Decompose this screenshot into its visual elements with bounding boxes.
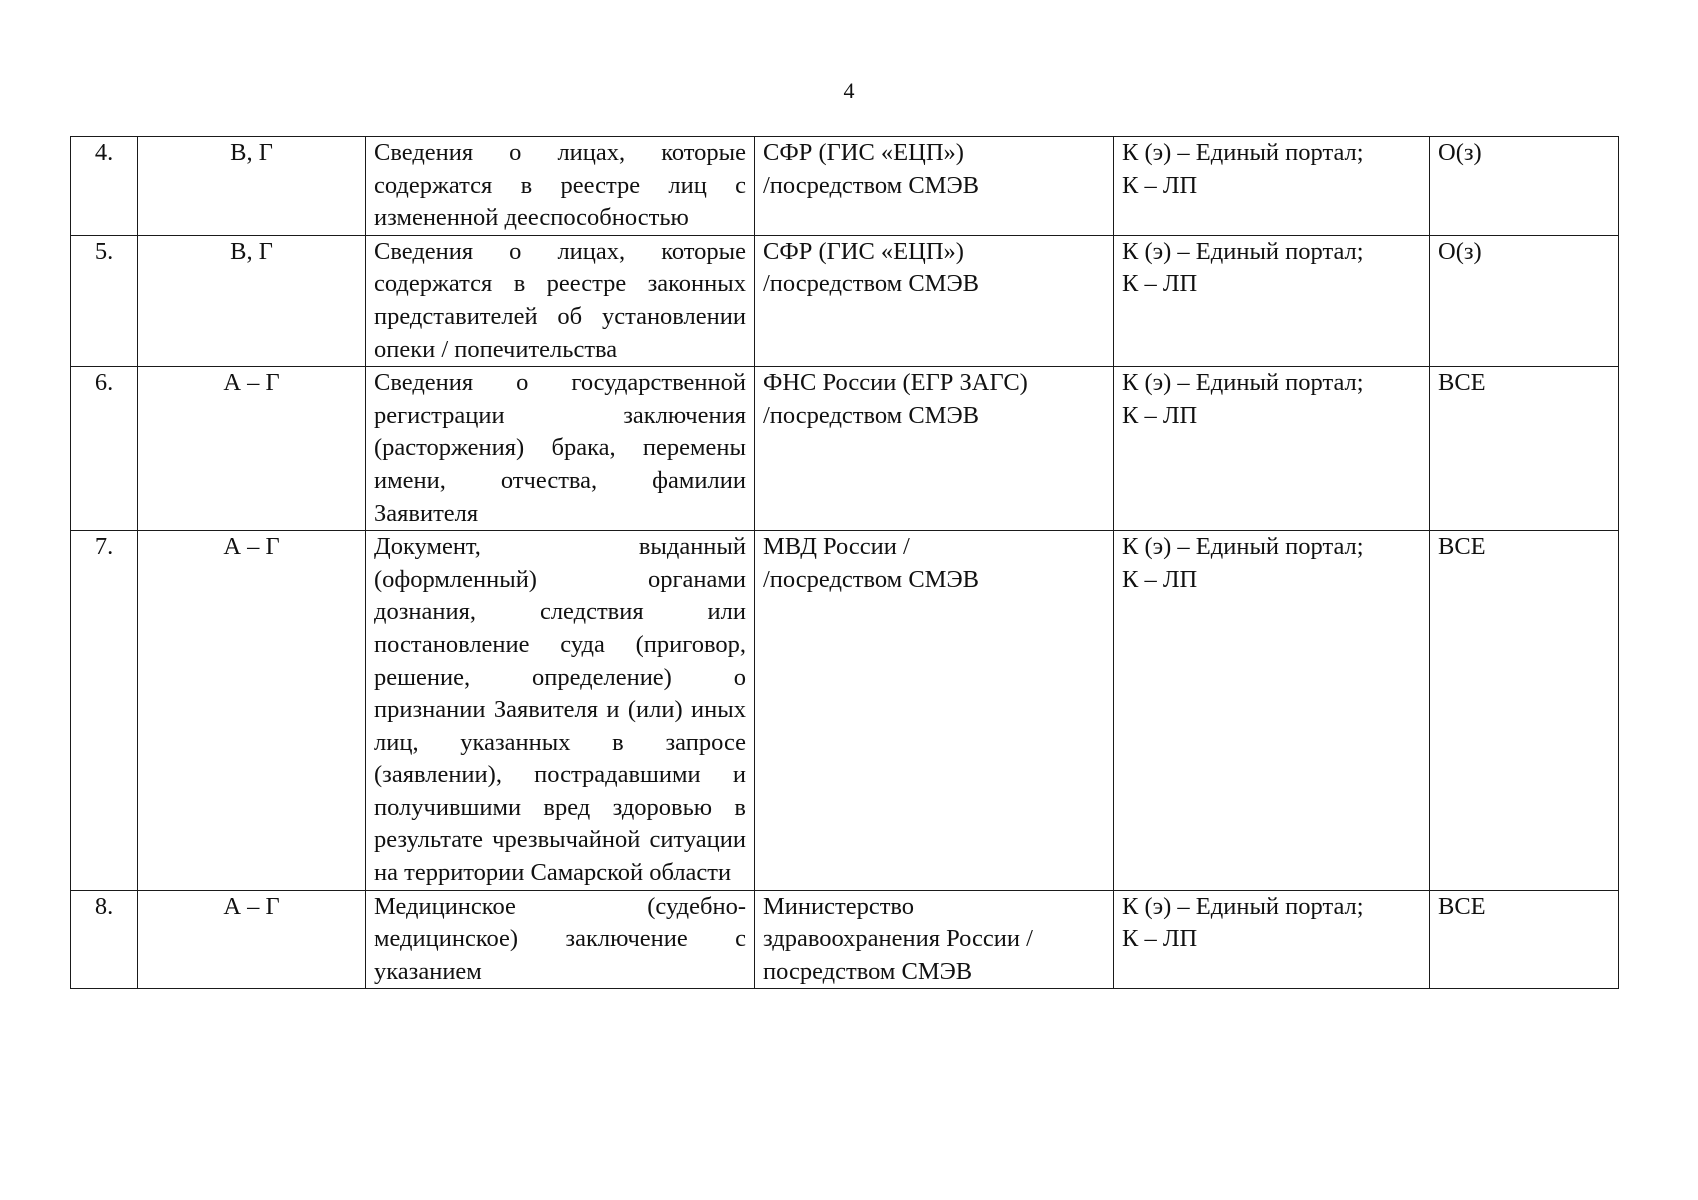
data-source-line: здравоохранения России / (763, 925, 1033, 953)
request-form (1114, 137, 1430, 236)
data-source-line: МВД России / (763, 533, 910, 561)
request-form (1114, 235, 1430, 366)
table-row (71, 235, 1619, 366)
document-description: Сведения о лицах, которые содержатся в реестре лиц с измененной дееспособностью (366, 137, 755, 236)
row-number: 5. (71, 235, 138, 366)
table-row (71, 137, 1619, 236)
data-source-line: /посредством СМЭВ (763, 401, 979, 429)
data-source-line: /посредством СМЭВ (763, 565, 979, 593)
submission-type: О(з) (1430, 137, 1619, 236)
document-table (70, 136, 1619, 989)
row-number: 7. (71, 531, 138, 891)
request-form-line: К – ЛП (1122, 401, 1198, 429)
data-source (755, 531, 1114, 891)
table-row (71, 531, 1619, 891)
request-form-line: К (э) – Единый портал; (1122, 533, 1364, 561)
request-form-line: К – ЛП (1122, 270, 1198, 298)
request-form-line: К (э) – Единый портал; (1122, 369, 1364, 397)
row-number: 4. (71, 137, 138, 236)
request-form (1114, 890, 1430, 989)
data-source (755, 235, 1114, 366)
request-form-line: К (э) – Единый портал; (1122, 139, 1364, 166)
applicant-category: В, Г (138, 137, 366, 236)
data-source-line: посредством СМЭВ (763, 957, 973, 985)
submission-type: ВСЕ (1430, 367, 1619, 531)
request-form (1114, 367, 1430, 531)
data-source-line: /посредством СМЭВ (763, 171, 979, 199)
document-description: Сведения о лицах, которые содержатся в реестре законных представителей об установлении опеки / попечительства (366, 235, 755, 366)
data-source-line: Министерство (763, 892, 915, 920)
request-form-line: К – ЛП (1122, 171, 1198, 199)
page-number: 4 (843, 78, 855, 103)
applicant-category: В, Г (138, 235, 366, 366)
document-description: Сведения о государственной регистрации заключения (расторжения) брака, перемены имени, отчества, фамилии Заявителя (366, 367, 755, 531)
submission-type: ВСЕ (1430, 531, 1619, 891)
applicant-category: А – Г (138, 531, 366, 891)
request-form (1114, 531, 1430, 891)
request-form-line: К (э) – Единый портал; (1122, 237, 1364, 265)
request-form-line: К (э) – Единый портал; (1122, 892, 1364, 920)
table-row (71, 890, 1619, 989)
request-form-line: К – ЛП (1122, 565, 1198, 593)
data-source (755, 890, 1114, 989)
data-source (755, 367, 1114, 531)
request-form-line: К – ЛП (1122, 925, 1198, 953)
document-description: Медицинское (судебно-медицинское) заключение с указанием (366, 890, 755, 989)
submission-type: ВСЕ (1430, 890, 1619, 989)
row-number: 6. (71, 367, 138, 531)
data-source-line: СФР (ГИС «ЕЦП») (763, 237, 964, 265)
data-source-line: ФНС России (ЕГР ЗАГС) (763, 369, 1028, 397)
data-source (755, 137, 1114, 236)
table-row (71, 367, 1619, 531)
data-source-line: СФР (ГИС «ЕЦП») (763, 139, 964, 166)
row-number: 8. (71, 890, 138, 989)
applicant-category: А – Г (138, 890, 366, 989)
applicant-category: А – Г (138, 367, 366, 531)
submission-type: О(з) (1430, 235, 1619, 366)
data-source-line: /посредством СМЭВ (763, 270, 979, 298)
document-description: Документ, выданный (оформленный) органами дознания, следствия или постановление суда (приговор, решение, определение) о признании Заявителя и (или) иных лиц, указанных в запросе (заявлении), пострадавшими и получившими вред здоровью в результате чрезвычайной ситуации на территории Самарской области (366, 531, 755, 891)
